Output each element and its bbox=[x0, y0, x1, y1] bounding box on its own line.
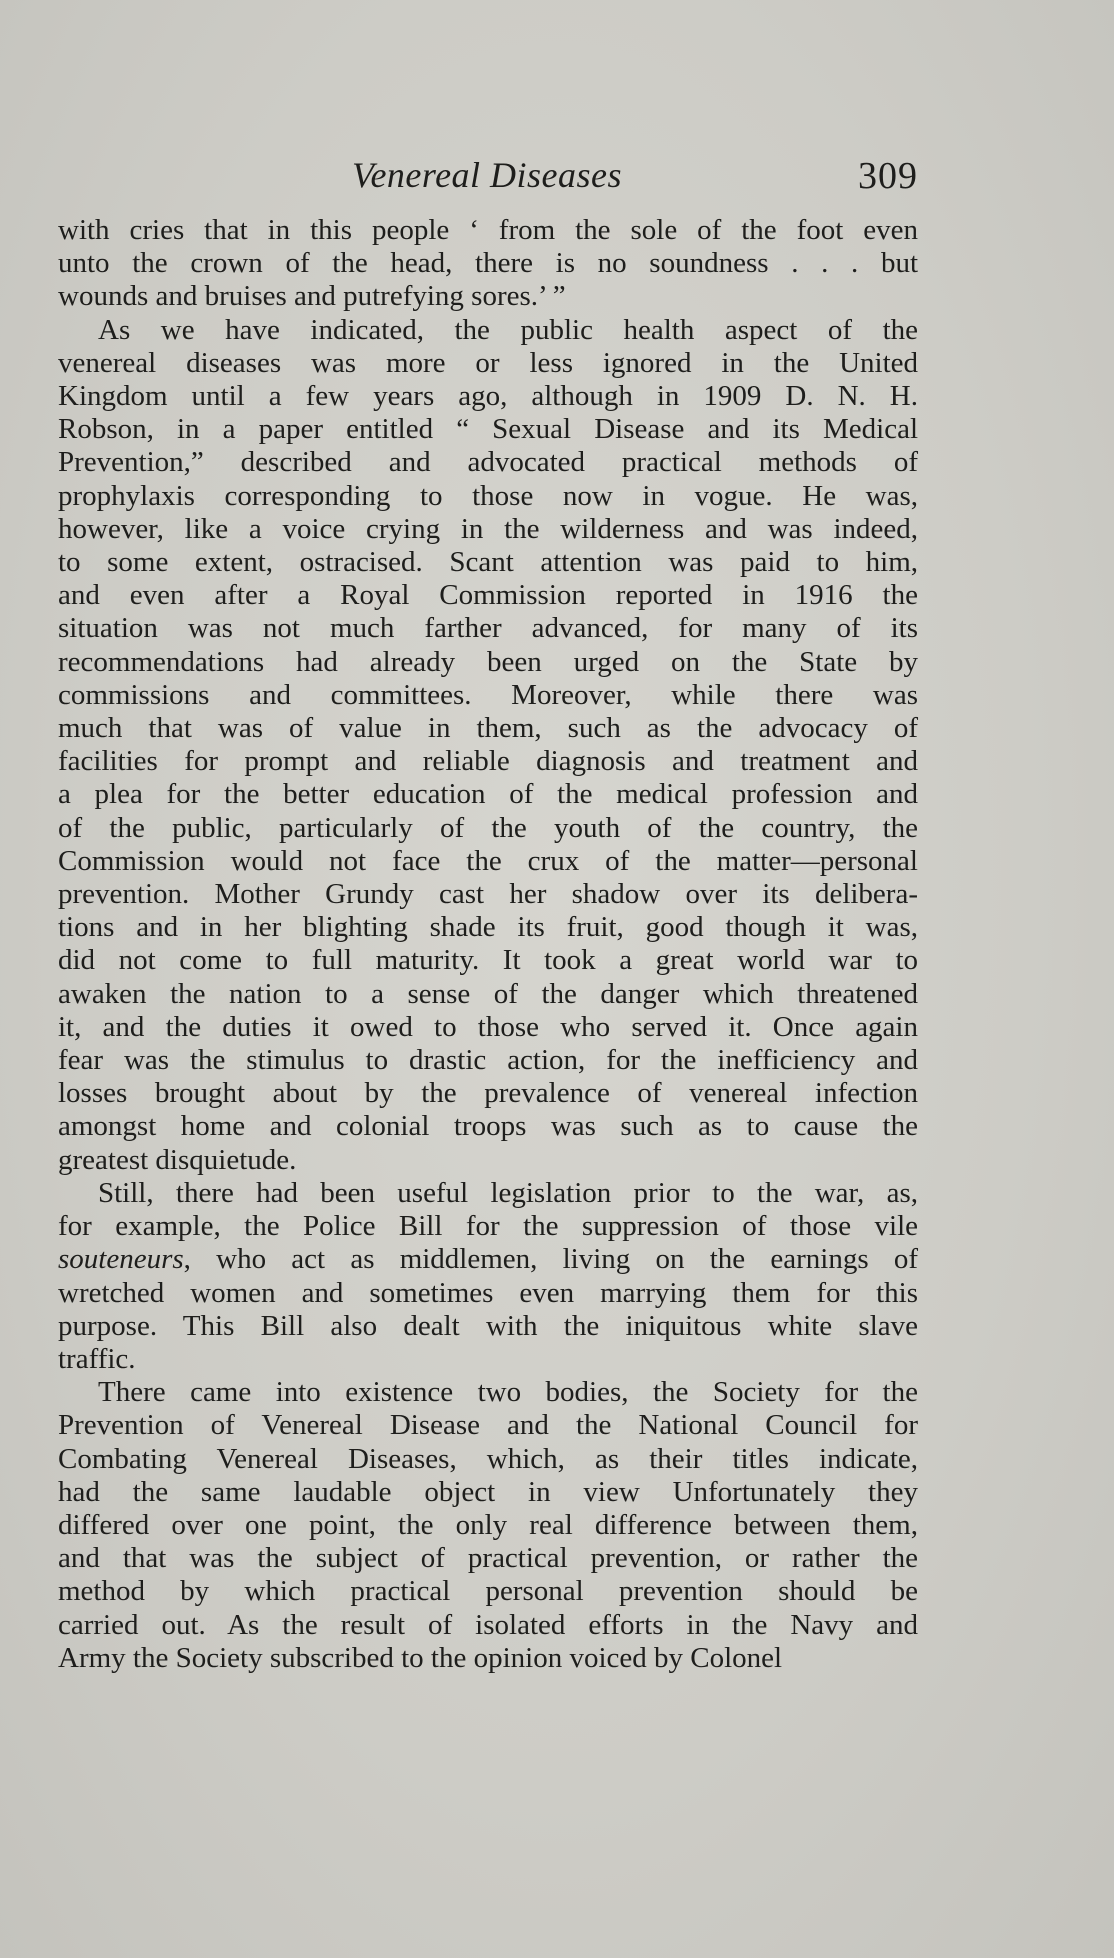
text-line: much that was of value in them, such as the advocacy of bbox=[58, 712, 918, 745]
text-line: did not come to full maturity. It took a great world war to bbox=[58, 944, 918, 977]
text-line: tions and in her blighting shade its fruit, good though it was, bbox=[58, 911, 918, 944]
text-line: for example, the Police Bill for the suppression of those vile bbox=[58, 1210, 918, 1243]
text-line: Prevention,” described and advocated practical methods of bbox=[58, 446, 918, 479]
body-text bbox=[58, 214, 918, 1675]
text-line: wretched women and sometimes even marrying them for this bbox=[58, 1276, 918, 1309]
text-line: greatest disquietude. bbox=[58, 1143, 297, 1176]
page-number: 309 bbox=[858, 155, 918, 197]
text-line: As we have indicated, the public health aspect of the bbox=[98, 313, 918, 346]
text-line: prophylaxis corresponding to those now in vogue. He was, bbox=[58, 479, 918, 512]
text-line: commissions and committees. Moreover, while there was bbox=[58, 678, 918, 711]
text-line: souteneurs, who act as middlemen, living on the earnings of bbox=[58, 1243, 918, 1276]
text-line: Prevention of Venereal Disease and the National Council for bbox=[58, 1409, 918, 1442]
italic-word: souteneurs bbox=[58, 1243, 184, 1276]
text-line: unto the crown of the head, there is no soundness . . . but bbox=[58, 247, 918, 280]
text-line: traffic. bbox=[58, 1342, 136, 1375]
paragraph bbox=[58, 1177, 918, 1376]
text-line: There came into existence two bodies, the Society for the bbox=[98, 1376, 918, 1409]
paragraph bbox=[58, 214, 918, 314]
text-line: prevention. Mother Grundy cast her shadow over its delibera- bbox=[58, 878, 918, 911]
text-line: recommendations had already been urged on the State by bbox=[58, 645, 918, 678]
text-line: awaken the nation to a sense of the danger which threatened bbox=[58, 977, 918, 1010]
text-line: venereal diseases was more or less ignored in the United bbox=[58, 346, 918, 379]
text-line: a plea for the better education of the medical profession and bbox=[58, 778, 918, 811]
paragraph bbox=[58, 1376, 918, 1675]
text-line: situation was not much farther advanced, for many of its bbox=[58, 612, 918, 645]
running-head-title: Venereal Diseases bbox=[351, 155, 623, 195]
text-line: method by which practical personal prevention should be bbox=[58, 1575, 918, 1608]
text-line: purpose. This Bill also dealt with the iniquitous white slave bbox=[58, 1309, 918, 1342]
paragraph bbox=[58, 314, 918, 1177]
text-line: amongst home and colonial troops was such as to cause the bbox=[58, 1110, 918, 1143]
text-line: Still, there had been useful legislation prior to the war, as, bbox=[98, 1176, 918, 1209]
text-line: Commission would not face the crux of the matter—personal bbox=[58, 844, 918, 877]
text-line: Army the Society subscribed to the opinion voiced by Colonel bbox=[58, 1641, 783, 1674]
text-line: Combating Venereal Diseases, which, as their titles indicate, bbox=[58, 1442, 918, 1475]
text-line: wounds and bruises and putrefying sores.’ ” bbox=[58, 280, 566, 313]
text-line: fear was the stimulus to drastic action, for the inefficiency and bbox=[58, 1044, 918, 1077]
text-line: with cries that in this people ‘ from the sole of the foot even bbox=[58, 214, 918, 246]
text-line: Kingdom until a few years ago, although in 1909 D. N. H. bbox=[58, 380, 918, 413]
text-line: losses brought about by the prevalence of venereal infection bbox=[58, 1077, 918, 1110]
text-line: had the same laudable object in view Unfortunately they bbox=[58, 1475, 918, 1508]
text-line: to some extent, ostracised. Scant attention was paid to him, bbox=[58, 546, 918, 579]
text-line: of the public, particularly of the youth of the country, the bbox=[58, 811, 918, 844]
text-line: carried out. As the result of isolated efforts in the Navy and bbox=[58, 1608, 918, 1641]
text-line: however, like a voice crying in the wilderness and was indeed, bbox=[58, 512, 918, 545]
text-line: and even after a Royal Commission reported in 1916 the bbox=[58, 579, 918, 612]
text-line: Robson, in a paper entitled “ Sexual Disease and its Medical bbox=[58, 413, 918, 446]
text-line: and that was the subject of practical prevention, or rather the bbox=[58, 1542, 918, 1575]
text-line: it, and the duties it owed to those who served it. Once again bbox=[58, 1010, 918, 1043]
text-line: differed over one point, the only real difference between them, bbox=[58, 1508, 918, 1541]
running-head bbox=[56, 154, 918, 202]
text-line: facilities for prompt and reliable diagnosis and treatment and bbox=[58, 745, 918, 778]
